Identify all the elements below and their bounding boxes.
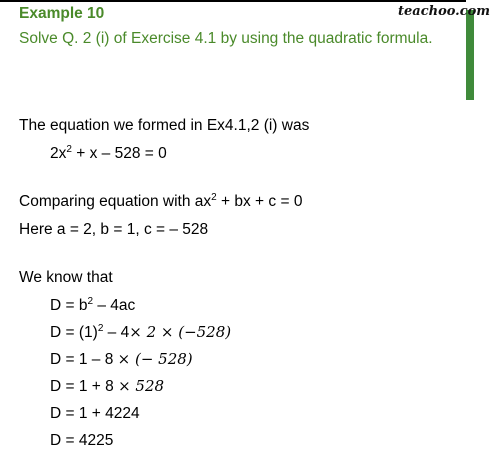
we-know-line: We know that — [19, 269, 113, 286]
step-2-exponent: 2 — [97, 323, 104, 334]
step-4-math: × 528 — [118, 377, 165, 395]
coefficients-line: Here a = 2, b = 1, c = – 528 — [19, 221, 209, 238]
equation-exponent: 2 — [66, 144, 72, 155]
step-3 — [50, 350, 193, 369]
equation-line — [50, 145, 167, 163]
step-1-rest: – 4ac — [93, 297, 136, 314]
comparing-text: Comparing equation with ax — [19, 193, 212, 210]
comparing-exponent: 2 — [211, 192, 217, 203]
step-1-lhs: D = b — [50, 297, 88, 314]
page-title: Example 10 — [19, 5, 105, 22]
step-2 — [50, 323, 231, 342]
step-2-lhs: D = (1) — [50, 324, 98, 341]
step-6: D = 4225 — [50, 432, 114, 449]
step-4 — [50, 377, 164, 396]
equation-rest: + x – 528 = 0 — [71, 145, 167, 162]
step-1-exponent: 2 — [87, 296, 94, 307]
comparing-line — [19, 193, 302, 211]
step-5: D = 1 + 4224 — [50, 405, 140, 422]
step-3-math: × (− 528) — [117, 350, 193, 368]
intro-line: The equation we formed in Ex4.1,2 (i) was — [19, 117, 310, 134]
step-3-lhs: D = 1 – 8 — [50, 351, 118, 368]
top-divider — [0, 0, 474, 2]
step-2-rest: – 4 — [103, 324, 130, 341]
step-4-lhs: D = 1 + 8 — [50, 378, 119, 395]
question-text: Solve Q. 2 (i) of Exercise 4.1 by using the quadratic formula. — [19, 30, 433, 47]
equation-lead: 2x — [50, 145, 67, 162]
brand-logo: teachoo.com — [398, 4, 490, 19]
comparing-rest: + bx + c = 0 — [216, 193, 303, 210]
scrollbar-thumb[interactable] — [466, 10, 474, 100]
step-1 — [50, 297, 135, 315]
step-2-math: × 2 × (−528) — [129, 323, 232, 341]
